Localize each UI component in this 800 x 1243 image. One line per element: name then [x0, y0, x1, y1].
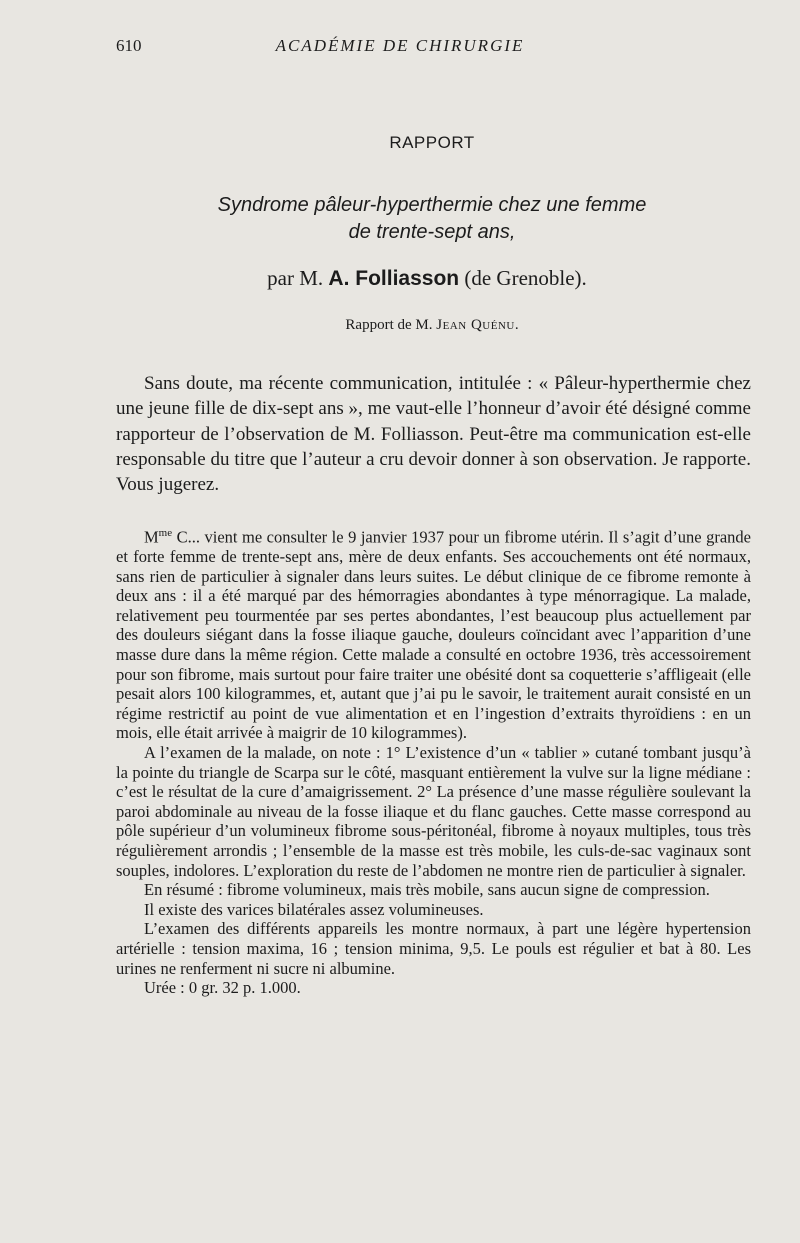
author-name: A. Folliasson [328, 267, 460, 290]
observation-paragraph: L’examen des différents appareils les montre normaux, à part une légère hypertension artérielle : tension maxima, 16 ; tension minima, 9,5. Le pouls est régulier et bat à 80. Les urines ne renferment ni sucre ni albumine. [116, 919, 751, 978]
author-prefix: par M. [267, 266, 329, 290]
intro-section [116, 371, 751, 497]
running-title: ACADÉMIE DE CHIRURGIE [275, 36, 525, 55]
article-title [0, 192, 800, 246]
author-line [0, 266, 800, 291]
observation-paragraph-first [116, 524, 751, 743]
observation-text: C... vient me consulter le 9 janvier 1937 pour un fibrome utérin. Il s’agit d’une grande et forte femme de trente-sept ans, mère de deux enfants. Ses accouchements ont été normaux, sans rien de particulier à signaler dans leurs suites. Le début clinique de ce fibrome remonte à deux ans : il a été marqué par des hémorragies abondantes à type ménorragique. La malade, relativement peu tourmentée par ses pertes abondantes, l’est beaucoup plus actuellement par des douleurs siégant dans la fosse iliaque gauche, douleurs coïncidant avec l’apparition d’une masse dure dans la même région. Cette malade a consulté en octobre 1936, très accessoirement pour son fibrome, mais surtout pour faire traiter une obésité dont sa coquetterie s’affligeait (elle pesait alors 100 kilogrammes, et, autant que j’ai pu le savoir, le traitement aurait consisté en un régime restrictif au point de vue alimentation et en l’ingestion d’extraits thyroïdiens : en un mois, elle était arrivée à maigrir de 10 kilogrammes). [116, 527, 751, 743]
intro-paragraph: Sans doute, ma récente communication, intitulée : « Pâleur-hyperthermie chez une jeune fille de dix-sept ans », me vaut-elle l’honneur d’avoir été désigné comme rapporteur de l’observation de M. Folliasson. Peut-être ma communication est-elle responsable du titre que l’auteur a cru devoir donner à son observation. Je rapporte. Vous jugerez. [116, 373, 751, 496]
title-line-1: Syndrome pâleur-hyperthermie chez une femme [217, 194, 647, 216]
reporter-prefix: Rapport de M. [345, 317, 437, 333]
observation-section [116, 524, 751, 998]
observation-paragraph: En résumé : fibrome volumineux, mais très mobile, sans aucun signe de compression. [144, 880, 710, 900]
observation-paragraph: Urée : 0 gr. 32 p. 1.000. [144, 978, 301, 998]
page-header [0, 36, 800, 60]
reporter-suffix: . [514, 317, 519, 333]
reporter-line [0, 317, 800, 334]
author-suffix: (de Grenoble). [459, 266, 587, 290]
honorific-superscript: me [158, 527, 173, 539]
title-line-2: de trente-sept ans, [348, 221, 516, 243]
observation-paragraph: A l’examen de la malade, on note : 1° L’existence d’un « tablier » cutané tombant jusqu’à la pointe du triangle de Scarpa sur le côté, masquant entièrement la vulve sur la ligne médiane : c’est le résultat de la cure d’amaigrissement. 2° La présence d’une masse régulière soulevant la paroi abdominale au niveau de la fosse iliaque et du flanc gauches. Cette masse correspond au pôle supérieur d’un volumineux fibrome sous-péritonéal, fibrome à noyaux multiples, tous très régulièrement arrondis ; l’ensemble de la masse est très mobile, les culs-de-sac vaginaux sont souples, indolores. L’exploration du reste de l’abdomen ne montre rien de particulier à signaler. [116, 743, 751, 880]
observation-paragraph: Il existe des varices bilatérales assez volumineuses. [144, 899, 484, 919]
reporter-name: Jean Quénu [436, 317, 515, 333]
honorific: M [144, 527, 159, 547]
page-number: 610 [116, 36, 142, 55]
section-kicker: RAPPORT [389, 133, 475, 152]
